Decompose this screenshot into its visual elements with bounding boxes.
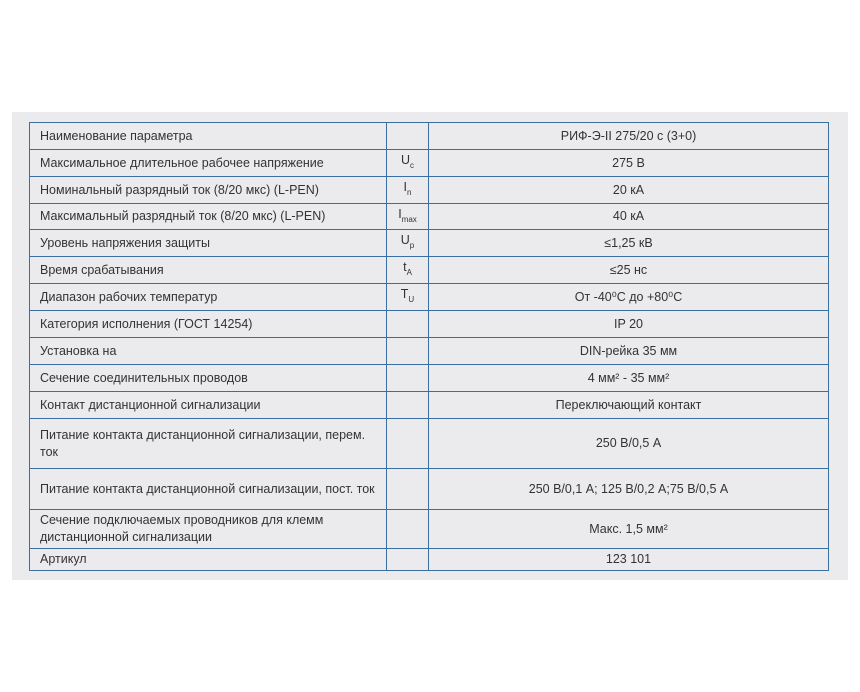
symbol-subscript: max <box>401 214 417 224</box>
param-value: РИФ-Э-II 275/20 с (3+0) <box>429 123 829 150</box>
param-name: Установка на <box>30 338 387 365</box>
param-symbol <box>387 510 429 549</box>
param-symbol <box>387 204 429 230</box>
table-row <box>30 510 829 549</box>
param-value: Переключающий контакт <box>429 392 829 419</box>
table-row <box>30 392 829 419</box>
param-symbol <box>387 284 429 311</box>
param-name: Номинальный разрядный ток (8/20 мкс) (L-PEN) <box>30 177 387 204</box>
param-value: 4 мм² - 35 мм² <box>429 365 829 392</box>
param-symbol <box>387 257 429 284</box>
param-value: 40 кА <box>429 204 829 230</box>
symbol-subscript: c <box>410 161 415 170</box>
symbol-main: I <box>403 180 408 194</box>
specs-table <box>29 122 829 571</box>
symbol-main: U <box>400 233 410 247</box>
param-name: Категория исполнения (ГОСТ 14254) <box>30 311 387 338</box>
table-row <box>30 419 829 469</box>
param-value: IP 20 <box>429 311 829 338</box>
param-symbol <box>387 419 429 469</box>
param-value: От -40⁰С до +80⁰С <box>429 284 829 311</box>
table-row <box>30 284 829 311</box>
table-row <box>30 230 829 257</box>
param-symbol <box>387 549 429 571</box>
param-value: ≤25 нс <box>429 257 829 284</box>
param-symbol <box>387 150 429 177</box>
param-name: Сечение подключаемых проводников для клемм дистанционной сигнализации <box>30 510 387 549</box>
symbol-subscript: U <box>408 295 415 304</box>
param-value: 275 В <box>429 150 829 177</box>
table-row <box>30 123 829 150</box>
table-row <box>30 549 829 571</box>
table-row <box>30 150 829 177</box>
param-name: Контакт дистанционной сигнализации <box>30 392 387 419</box>
symbol-subscript: p <box>409 241 415 250</box>
param-value: ≤1,25 кВ <box>429 230 829 257</box>
param-name: Уровень напряжения защиты <box>30 230 387 257</box>
param-symbol <box>387 365 429 392</box>
symbol-subscript: A <box>406 268 412 277</box>
symbol-subscript: n <box>407 188 412 197</box>
symbol-main: t <box>403 260 407 274</box>
param-value: 20 кА <box>429 177 829 204</box>
param-symbol <box>387 392 429 419</box>
param-value: Макс. 1,5 мм² <box>429 510 829 549</box>
table-row <box>30 204 829 230</box>
param-name: Максимальное длительное рабочее напряжение <box>30 150 387 177</box>
table-row <box>30 257 829 284</box>
param-name: Максимальный разрядный ток (8/20 мкс) (L-PEN) <box>30 204 387 230</box>
table-row <box>30 311 829 338</box>
param-symbol <box>387 230 429 257</box>
table-row <box>30 177 829 204</box>
param-name: Питание контакта дистанционной сигнализации, пост. ток <box>30 469 387 510</box>
param-symbol <box>387 469 429 510</box>
param-symbol <box>387 338 429 365</box>
param-value: 250 В/0,1 А; 125 В/0,2 А;75 В/0,5 А <box>429 469 829 510</box>
table-row <box>30 469 829 510</box>
param-name: Наименование параметра <box>30 123 387 150</box>
param-name: Сечение соединительных проводов <box>30 365 387 392</box>
symbol-main: I <box>398 206 402 221</box>
table-row <box>30 338 829 365</box>
param-value: DIN-рейка 35 мм <box>429 338 829 365</box>
param-symbol <box>387 311 429 338</box>
symbol-main: T <box>400 287 409 301</box>
param-value: 250 В/0,5 А <box>429 419 829 469</box>
param-name: Питание контакта дистанционной сигнализации, перем. ток <box>30 419 387 469</box>
symbol-main: U <box>400 153 411 167</box>
param-value: 123 101 <box>429 549 829 571</box>
param-symbol <box>387 177 429 204</box>
param-name: Время срабатывания <box>30 257 387 284</box>
param-name: Артикул <box>30 549 387 571</box>
param-name: Диапазон рабочих температур <box>30 284 387 311</box>
param-symbol <box>387 123 429 150</box>
table-row <box>30 365 829 392</box>
